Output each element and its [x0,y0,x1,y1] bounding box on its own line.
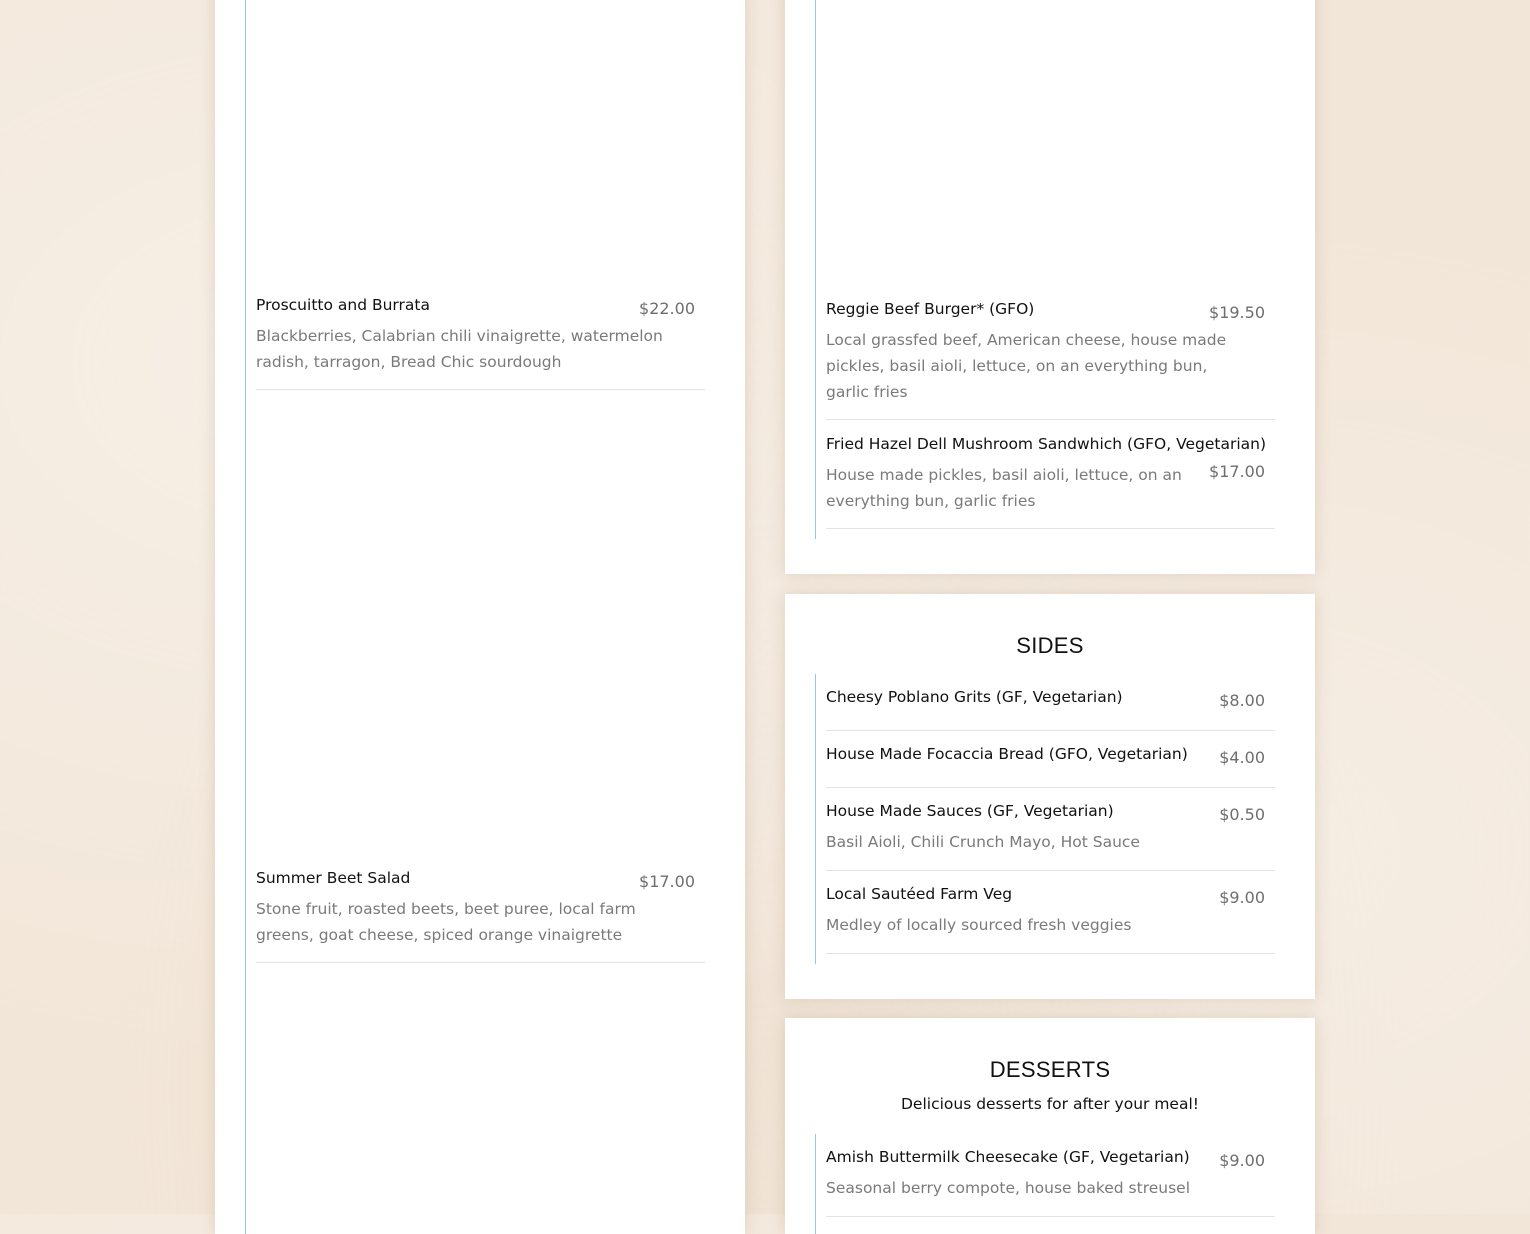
item-name: Summer Beet Salad [256,869,411,887]
sides-menu-list [815,674,1275,964]
menu-item-house-made-sauces[interactable] [826,802,1275,871]
item-price: $19.50 [1209,303,1265,322]
menu-item-summer-beet-salad[interactable] [256,869,705,963]
item-name: House Made Sauces (GF, Vegetarian) [826,802,1114,820]
item-price: $17.00 [1209,462,1265,481]
menu-item-cheesy-poblano-grits[interactable] [826,688,1275,731]
item-name: Local Sautéed Farm Veg [826,885,1013,903]
item-price: $17.00 [639,872,695,891]
item-description: Seasonal berry compote, house baked streusel [826,1179,1191,1197]
item-description: Medley of locally sourced fresh veggies [826,916,1132,934]
section-subtitle: Delicious desserts for after your meal! [900,1095,1199,1113]
item-description: Blackberries, Calabrian chili vinaigrette, watermelon radish, tarragon, Bread Chic sourdough [256,327,663,371]
entrees-menu-list [815,0,1275,539]
item-name: Cheesy Poblano Grits (GF, Vegetarian) [826,688,1123,706]
menu-item-focaccia-bread[interactable] [826,745,1275,788]
beet-salad-image-placeholder [256,400,705,840]
section-title: SIDES [1016,633,1084,658]
left-menu-card [215,0,745,1234]
item-price: $9.00 [1219,1151,1265,1170]
desserts-card [785,1018,1315,1234]
item-description: House made pickles, basil aioli, lettuce, on an everything bun, garlic fries [826,466,1182,510]
section-title: DESSERTS [989,1057,1111,1082]
item-price: $4.00 [1219,748,1265,767]
sides-card [785,594,1315,999]
item-name: Amish Buttermilk Cheesecake (GF, Vegetarian) [826,1148,1190,1166]
menu-item-proscuitto[interactable] [256,296,705,390]
item-name: Reggie Beef Burger* (GFO) [826,300,1035,318]
item-description: Stone fruit, roasted beets, beet puree, local farm greens, goat cheese, spiced orange vinaigrette [256,900,636,944]
item-description: Local grassfed beef, American cheese, house made pickles, basil aioli, lettuce, on an everything bun, garlic fries [826,331,1227,401]
menu-item-buttermilk-cheesecake[interactable] [826,1148,1275,1217]
menu-item-sauteed-farm-veg[interactable] [826,885,1275,954]
burger-image-placeholder [826,0,1275,285]
item-price: $9.00 [1219,888,1265,907]
item-name: Fried Hazel Dell Mushroom Sandwhich (GFO, Vegetarian) [826,435,1267,453]
item-price: $0.50 [1219,805,1265,824]
desserts-menu-list [815,1134,1275,1234]
menu-item-reggie-beef-burger[interactable] [826,300,1275,420]
item-description: Basil Aioli, Chili Crunch Mayo, Hot Sauce [826,833,1140,851]
proscuitto-image-placeholder [256,0,705,280]
item-name: House Made Focaccia Bread (GFO, Vegetarian) [826,745,1188,763]
menu-item-mushroom-sandwich[interactable] [826,435,1275,529]
next-item-image-placeholder [256,975,705,1234]
entrees-card [785,0,1315,574]
left-menu-list [245,0,705,1234]
item-price: $22.00 [639,299,695,318]
item-name: Proscuitto and Burrata [256,296,430,314]
item-price: $8.00 [1219,691,1265,710]
